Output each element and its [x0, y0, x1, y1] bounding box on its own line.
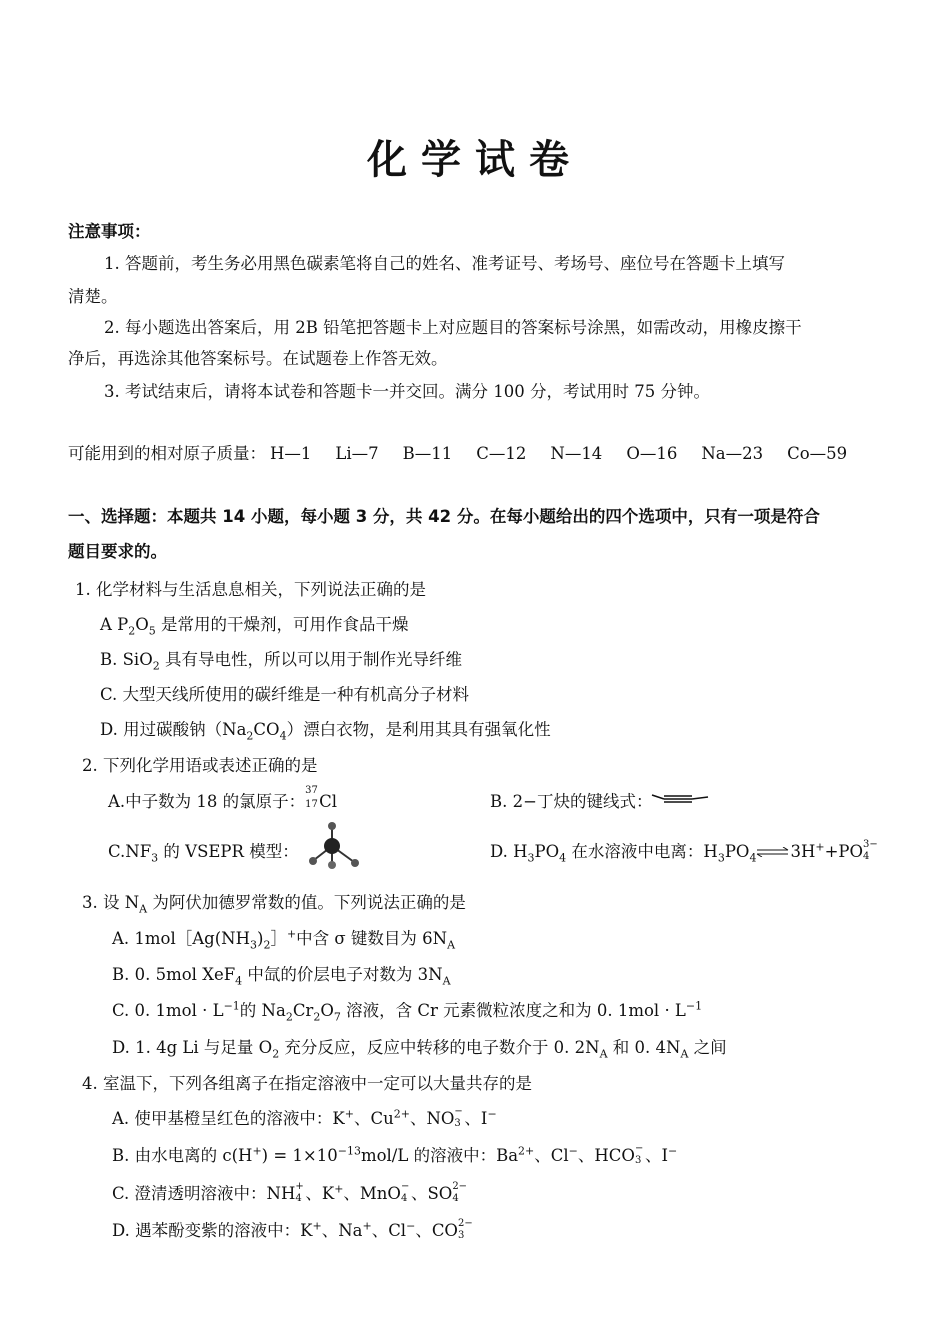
q1-option-b: B. SiO$_2$ 具有导电性，所以可以用于制作光导纤维	[100, 650, 462, 673]
q4-option-c: C. 澄清透明溶液中：NH + 4 、K+、MnO − 4 、SO 2− 4	[112, 1181, 468, 1204]
q3-stem: 3. 设 $N_A$ 为阿伏加德罗常数的值。下列说法正确的是	[82, 893, 466, 916]
atomic-masses	[68, 440, 847, 464]
masses-label: 可能用到的相对原子质量：	[68, 444, 266, 463]
section-1-line-1: 一、选择题：本题共 14 小题，每小题 3 分，共 42 分。在每小题给出的四个选项中，只有一项是符合	[68, 507, 820, 526]
q3-option-d: D. 1. 4g Li 与足量 $O_2$ 充分反应，反应中转移的电子数介于 0. $2N_A$ 和 0. $4N_A$ 之间	[112, 1038, 727, 1061]
mass-h: H—1	[270, 444, 312, 463]
q2-option-d: D. $H_3PO_4$ 在水溶液中电离：$H_3PO_4$ 3H++PO 3− 4	[490, 839, 878, 865]
q3-option-b: B. 0. 5mol XeF$_4$ 中氙的价层电子对数为 $3N_A$	[112, 965, 451, 988]
q4-option-a: A. 使甲基橙呈红色的溶液中：K+、$Cu^{2+}$、NO − 3 、I−	[112, 1106, 497, 1129]
q4-stem: 4. 室温下，下列各组离子在指定溶液中一定可以大量共存的是	[82, 1074, 532, 1093]
mass-li: Li—7	[335, 444, 379, 463]
page-title: 化学试卷	[367, 137, 583, 183]
mass-n: N—14	[550, 444, 603, 463]
notice-item-1-line-1: 1. 答题前，考生务必用黑色碳素笔将自己的姓名、准考证号、考场号、座位号在答题卡上填写	[104, 254, 785, 273]
q1-stem: 1. 化学材料与生活息息相关，下列说法正确的是	[75, 580, 426, 599]
nf3-vsepr-model	[302, 818, 366, 874]
q4-option-b: B. 由水电离的 $c(H^+) = 1\times 10^{-13}mol/L$ 的溶液中：$Ba^{2+}$、Cl−、HCO − 3 、I−	[112, 1143, 678, 1166]
q2-stem: 2. 下列化学用语或表述正确的是	[82, 756, 318, 775]
section-1-line-2: 题目要求的。	[68, 542, 167, 561]
q4-option-d: D. 遇苯酚变紫的溶液中：K+、Na+、Cl−、CO 2− 3	[112, 1218, 473, 1241]
mass-o: O—16	[626, 444, 678, 463]
notice-item-1-line-2: 清楚。	[68, 287, 118, 306]
q3-option-a: A. $1mol[Ag(NH_3)_2]^+$中含 σ 键数目为 $6N_A$	[112, 927, 456, 952]
q2-option-a: A.中子数为 18 的氯原子： 37 17 Cl	[108, 785, 338, 811]
q1-option-c: C. 大型天线所使用的碳纤维是一种有机高分子材料	[100, 685, 470, 704]
notice-heading: 注意事项：	[68, 222, 151, 241]
notice-item-2-line-1: 2. 每小题选出答案后，用 2B 铅笔把答题卡上对应题目的答案标号涂黑，如需改动，用橡皮擦干	[104, 318, 802, 337]
q1-option-d: D. 用过碳酸钠$(Na_2CO_4)$漂白衣物，是利用其具有强氧化性	[100, 720, 551, 743]
butyne-skeletal-formula	[650, 790, 712, 806]
q3-option-c: C. 0. $1mol \cdot L^{-1}$的 $Na_2Cr_2O_7$ 溶液，含 Cr 元素微粒浓度之和为 0. $1mol \cdot L^{-1}$	[112, 999, 703, 1024]
q1-option-a: A $P_2O_5$ 是常用的干燥剂，可用作食品干燥	[100, 615, 409, 638]
equilibrium-arrow	[756, 847, 790, 857]
notice-item-2-line-2: 净后，再选涂其他答案标号。在试题卷上作答无效。	[68, 349, 448, 368]
mass-co: Co—59	[787, 444, 848, 463]
q2-option-c: $C.NF_3$ 的 VSEPR 模型：	[108, 842, 299, 865]
mass-na: Na—23	[701, 444, 764, 463]
mass-c: C—12	[476, 444, 527, 463]
mass-b: B—11	[402, 444, 453, 463]
notice-item-3: 3. 考试结束后，请将本试卷和答题卡一并交回。满分 100 分，考试用时 75 分钟。	[104, 382, 710, 401]
q2-option-b: B. 2−丁炔的键线式：	[490, 792, 653, 811]
